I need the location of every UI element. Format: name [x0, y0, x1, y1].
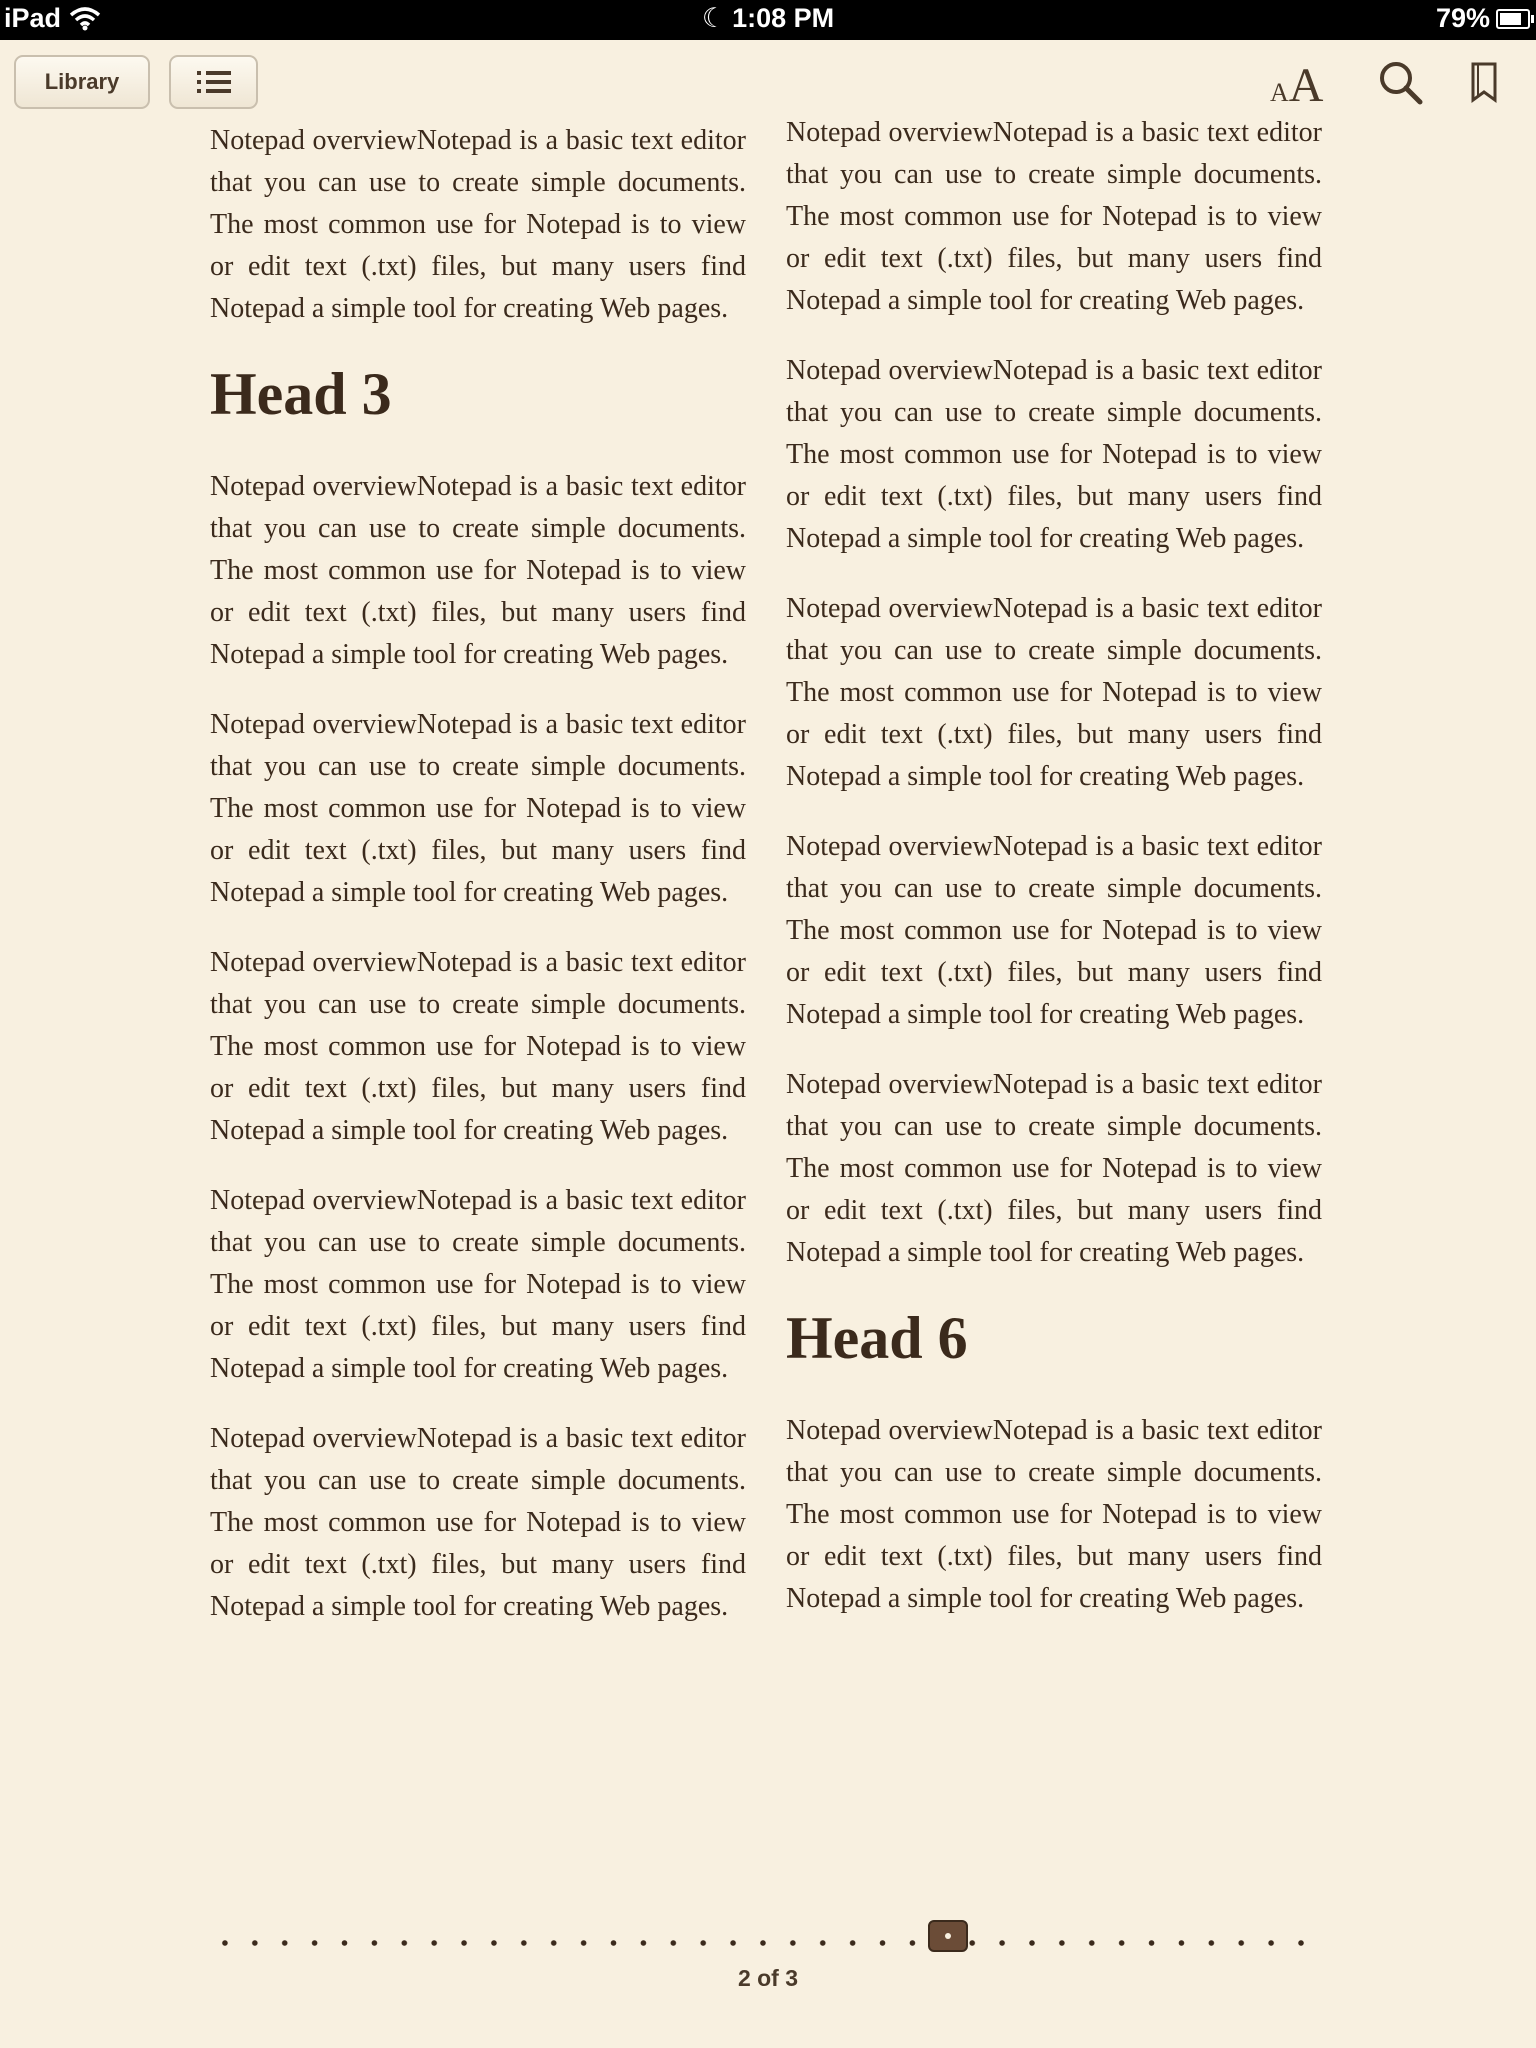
page-column-left [210, 125, 746, 1880]
table-of-contents-button[interactable] [169, 55, 258, 109]
paragraph: Notepad overviewNotepad is a basic text editor that you can use to create simple documents. The most common use for Notepad is to view or edit text (.txt) files, but many users find Notepad a simple tool for creating Web pages. [786, 1415, 1322, 1614]
page-column-right [786, 117, 1322, 1880]
page-scrubber[interactable] [210, 1934, 1322, 1954]
paragraph: Notepad overviewNotepad is a basic text editor that you can use to create simple documents. The most common use for Notepad is to view or edit text (.txt) files, but many users find Notepad a simple tool for creating Web pages. [210, 709, 746, 908]
status-bar [0, 0, 1536, 40]
paragraph: Notepad overviewNotepad is a basic text editor that you can use to create simple documents. The most common use for Notepad is to view or edit text (.txt) files, but many users find Notepad a simple tool for creating Web pages. [786, 1069, 1322, 1268]
battery-percent: 79% [1435, 3, 1490, 33]
clock: 1:08 PM [732, 3, 835, 33]
device-name: iPad [4, 3, 62, 33]
paragraph: Notepad overviewNotepad is a basic text editor that you can use to create simple documents. The most common use for Notepad is to view or edit text (.txt) files, but many users find Notepad a simple tool for creating Web pages. [210, 471, 746, 670]
scrubber-knob[interactable] [928, 1920, 968, 1952]
library-button[interactable]: Library [14, 55, 150, 109]
heading: Head 6 [786, 1305, 968, 1371]
page-indicator: 2 of 3 [737, 1965, 799, 1991]
search-icon[interactable] [1376, 58, 1424, 106]
scrubber-track[interactable] [210, 1940, 1322, 1946]
paragraph: Notepad overviewNotepad is a basic text editor that you can use to create simple documents. The most common use for Notepad is to view or edit text (.txt) files, but many users find Notepad a simple tool for creating Web pages. [786, 117, 1322, 316]
list-icon [197, 66, 231, 98]
paragraph: Notepad overviewNotepad is a basic text editor that you can use to create simple documents. The most common use for Notepad is to view or edit text (.txt) files, but many users find Notepad a simple tool for creating Web pages. [786, 355, 1322, 554]
paragraph: Notepad overviewNotepad is a basic text editor that you can use to create simple documents. The most common use for Notepad is to view or edit text (.txt) files, but many users find Notepad a simple tool for creating Web pages. [210, 125, 746, 324]
font-size-icon[interactable]: AA [1270, 59, 1324, 112]
paragraph: Notepad overviewNotepad is a basic text editor that you can use to create simple documents. The most common use for Notepad is to view or edit text (.txt) files, but many users find Notepad a simple tool for creating Web pages. [210, 1185, 746, 1384]
paragraph: Notepad overviewNotepad is a basic text editor that you can use to create simple documents. The most common use for Notepad is to view or edit text (.txt) files, but many users find Notepad a simple tool for creating Web pages. [210, 1423, 746, 1622]
paragraph: Notepad overviewNotepad is a basic text editor that you can use to create simple documents. The most common use for Notepad is to view or edit text (.txt) files, but many users find Notepad a simple tool for creating Web pages. [786, 593, 1322, 792]
moon-icon: ☾ [701, 3, 727, 33]
battery-fill [1500, 13, 1521, 25]
paragraph: Notepad overviewNotepad is a basic text editor that you can use to create simple documents. The most common use for Notepad is to view or edit text (.txt) files, but many users find Notepad a simple tool for creating Web pages. [786, 831, 1322, 1030]
paragraph: Notepad overviewNotepad is a basic text editor that you can use to create simple documents. The most common use for Notepad is to view or edit text (.txt) files, but many users find Notepad a simple tool for creating Web pages. [210, 947, 746, 1146]
bookmark-icon[interactable] [1470, 62, 1498, 102]
heading: Head 3 [210, 361, 392, 427]
battery-icon [1496, 9, 1530, 29]
